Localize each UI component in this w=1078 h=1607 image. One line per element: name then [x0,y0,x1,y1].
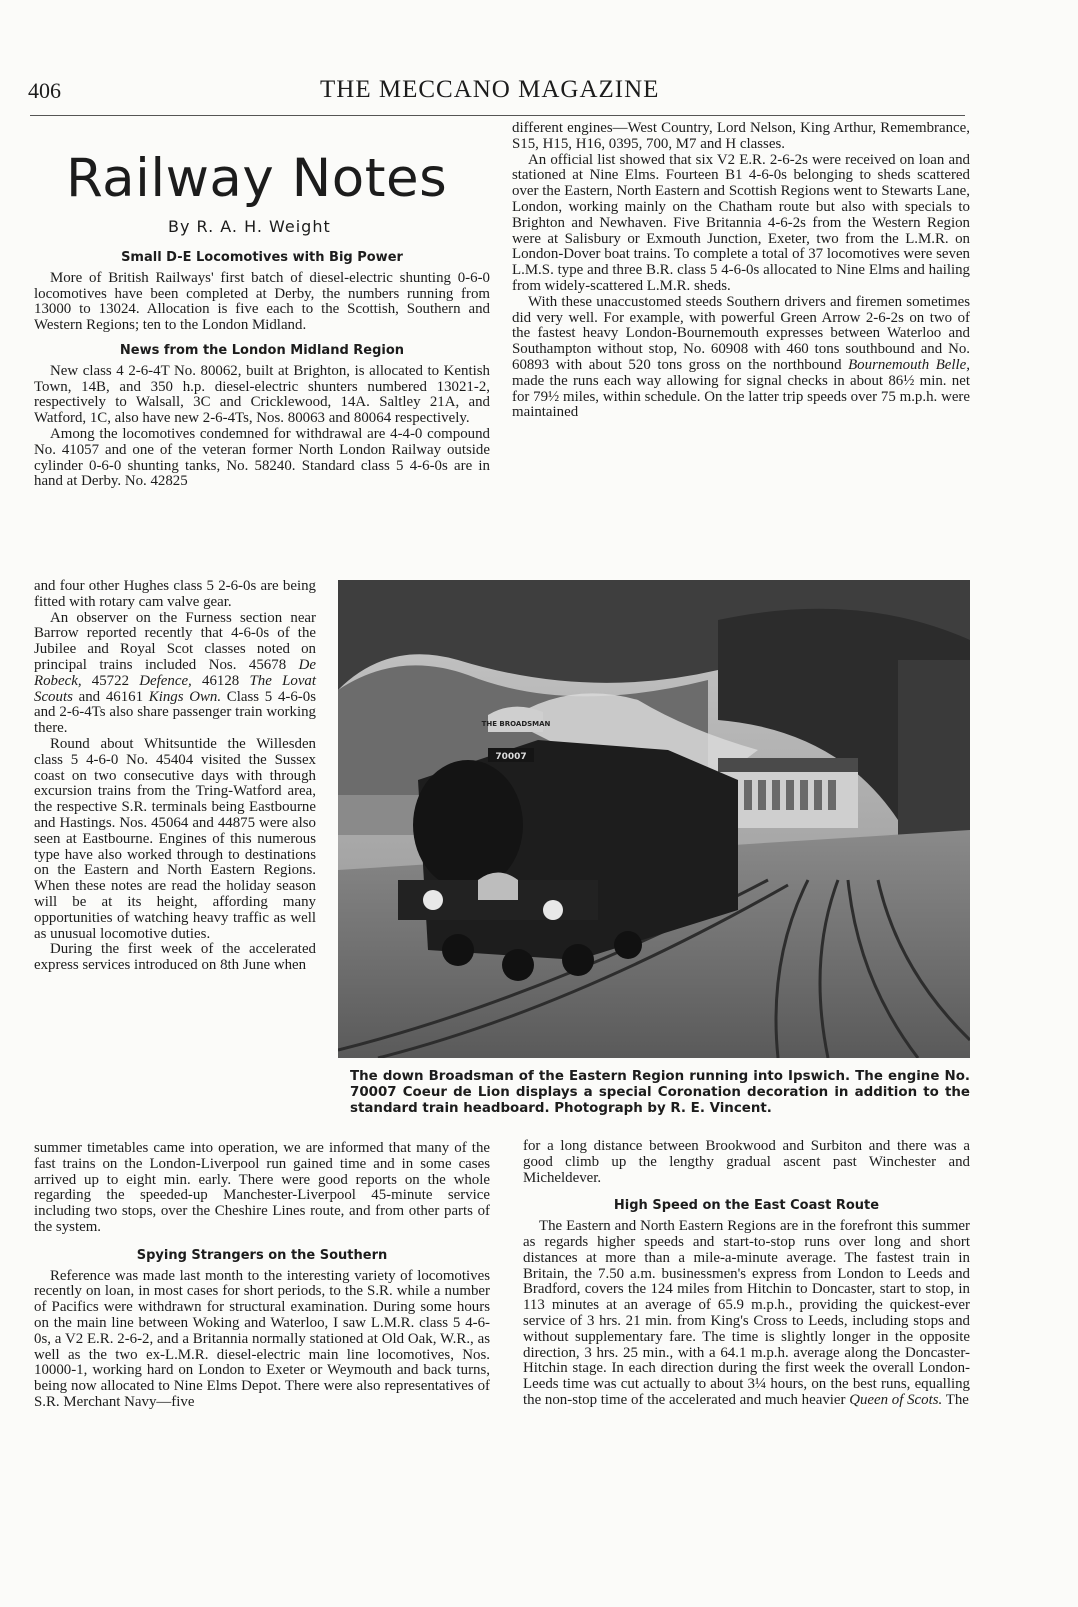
paragraph: More of British Railways' first batch of diesel-electric shunting 0-6-0 locomotives have been completed at Derby, the numbers running from 13000 to 13024. Allocation is five each to the Scottish, Southern and Western Regions; ten to the London Midland. [34,269,490,334]
paragraph: and four other Hughes class 5 2-6-0s are being fitted with rotary cam valve gear. [34,578,316,610]
header-rule [30,115,965,116]
paragraph: An observer on the Furness section near Barrow reported recently that 4-6-0s of the Jubilee and Royal Scot classes noted on principal trains included Nos. 45678 De Robeck, 45722 Defence, 46128 The Lovat Scouts and 46161 Kings Own. Class 5 4-6-0s and 2-6-4Ts also share passenger train working there. [34,609,317,737]
section-heading: News from the London Midland Region [119,342,405,358]
paragraph: New class 4 2-6-4T No. 80062, built at Brighton, is allocated to Kentish Town, 14B, and 350 h.p. diesel-electric shunters numbered 13021-2, respectively to Walsall, 3C and Cricklewood, 14A. Saltley 21A, and Watford, 1C, also have new 2-6-4Ts, Nos. 80063 and 80064 respectively. [34,362,490,427]
paragraph: different engines—West Country, Lord Nelson, King Arthur, Remembrance, S15, H15, H16, 0395, 700, M7 and H classes. [512,120,970,152]
paragraph: Round about Whitsuntide the Willesden class 5 4-6-0 No. 45404 visited the Sussex coast on two consecutive days with through excursion trains from the Tring-Watford area, the respective S.R. terminals being Eastbourne and Hastings. Nos. 45064 and 44875 were also seen at Eastbourne. Engines of this numerous type have also worked through to destinations on the Eastern and North Eastern Regions. When these notes are read the holiday season will be at its height, affording many opportunities of watching heavy traffic as well as unusual locomotive duties. [34,735,316,942]
section-heading: Small D-E Locomotives with Big Power [121,250,403,265]
photo-caption: The down Broadsman of the Eastern Region running into Ipswich. The engine No. 70007 Coeur de Lion displays a special Coronation decoration in addition to the standard train headboard. Photograph by R. E. Vincent. [350,1069,970,1116]
paragraph: for a long distance between Brookwood and Surbiton and there was a good climb up the lengthy gradual ascent past Winchester and Micheldever. [523,1138,970,1186]
photo-illustration [338,580,970,1058]
number-plate: 70007 [495,752,527,762]
paragraph: summer timetables came into operation, we are informed that many of the fast trains on the London-Liverpool run gained time and in some cases arrived up to eight min. early. There were good reports on the whole regarding the speeded-up Manchester-Liverpool 45-minute service including two stops, over the Cheshire Lines route, and from other parts of the system. [34,1140,490,1235]
paragraph: The Eastern and North Eastern Regions are in the forefront this summer as regards higher speeds and start-to-stop runs over long and short distances at more than a mile-a-minute average. The fastest train in Britain, the 7.50 a.m. businessmen's express from London to Leeds and Bradford, covers the 124 miles from Hitchin to Doncaster, start to stop, in 113 minutes at an average of 65.9 m.p.h., providing the quickest-ever service of 3 hrs. 21 min. from King's Cross to Leeds, including stops and without supplementary fare. The time is slightly longer in the opposite direction, 3 hrs. 25 min., with a 64.1 m.p.h. average along the Doncaster-Hitchin stage. In each direction during the first week the overall London-Leeds time was cut actually to about 3¼ hours, on the best runs, equalling the non-stop time of the accelerated and much heavier Queen of Scots. The [523,1218,970,1408]
section-heading: High Speed on the East Coast Route [613,1198,880,1214]
paragraph: Reference was made last month to the interesting variety of locomotives recently on loan, in most cases for short periods, to the S.R. while a number of Pacifics were withdrawn for structural examination. During some hours on the main line between Woking and Waterloo, I saw L.M.R. class 5 4-6-0s, a V2 E.R. 2-6-2, and a Britannia normally stationed at Old Oak, W.R., as well as the two ex-L.M.R. diesel-electric main line locomotives, Nos. 10000-1, working hard on London to Exeter or Weymouth and back turns, being now allocated to Nine Elms Depot. There were also representatives of S.R. Merchant Navy—five [34,1267,490,1410]
column-right-bottom [523,1139,970,1409]
byline: By R. A. H. Weight [168,217,331,236]
headboard-text: THE BROADSMAN [481,720,551,728]
paragraph: During the first week of the accelerated express services introduced on 8th June when [34,941,316,974]
column-right-top [512,121,970,421]
magazine-title: THE MECCANO MAGAZINE [320,76,660,103]
column-left-narrow [34,579,316,974]
locomotive-photo [338,580,970,1058]
column-left-bottom [34,1141,490,1411]
paragraph: Among the locomotives condemned for withdrawal are 4-4-0 compound No. 41057 and one of the veteran former North London Railway outside cylinder 0-6-0 shunting tanks, No. 58240. Standard class 5 4-6-0s are in hand at Derby. No. 42825 [34,425,490,490]
paragraph: With these unaccustomed steeds Southern drivers and firemen sometimes did very well. For example, with powerful Green Arrow 2-6-2s on two of the fastest heavy London-Bournemouth expresses between Waterloo and Southampton without stop, No. 60908 with 460 tons southbound and No. 60893 with about 520 tons gross on the northbound Bournemouth Belle, made the runs each way allowing for signal checks in about 86½ min. net for 79½ miles, within schedule. On the latter trip speeds over 75 m.p.h. were maintained [512,293,971,421]
paragraph: An official list showed that six V2 E.R. 2-6-2s were received on loan and stationed at Nine Elms. Fourteen B1 4-6-0s belonging to sheds scattered over the Eastern, North Eastern and Scottish Regions went to Stewarts Lane, London, working mainly on the Chatham route but also with specials to Brighton and Newhaven. Five Britannia 4-6-2s from the Western Region were at Salisbury or Exmouth Junction, Exeter, two from the L.M.R. on London-Dover boat trains. To complete a total of 37 locomotives were seven L.M.S. type and three B.R. class 5 4-6-0s allocated to Nine Elms and hailing from widely-scattered L.M.R. sheds. [512,151,970,294]
column-left-top [34,250,490,490]
article-title: Railway Notes [66,148,448,209]
section-heading: Spying Strangers on the Southern [136,1247,388,1263]
page-number: 406 [28,78,61,103]
